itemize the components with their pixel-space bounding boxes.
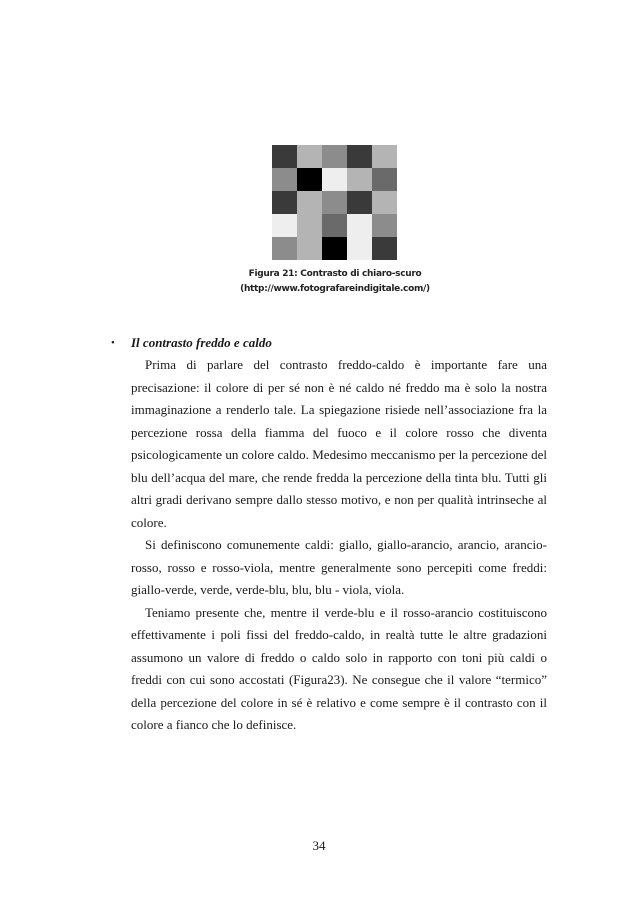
- grid-cell: [322, 214, 347, 237]
- grid-cell: [322, 145, 347, 168]
- grid-cell: [297, 214, 322, 237]
- figure-caption-source: (http://www.fotografareindigitale.com/): [240, 284, 430, 294]
- grid-cell: [272, 168, 297, 191]
- grid-cell: [347, 214, 372, 237]
- grid-cell: [372, 191, 397, 214]
- section-heading: Il contrasto freddo e caldo: [131, 335, 272, 350]
- grid-cell: [272, 214, 297, 237]
- body-text: [131, 354, 547, 737]
- grid-cell: [297, 237, 322, 260]
- grid-cell: [347, 168, 372, 191]
- grid-cell: [372, 237, 397, 260]
- grid-cell: [272, 237, 297, 260]
- paragraph-3: Teniamo presente che, mentre il verde-blu e il rosso-arancio costituiscono effettivamente i poli fissi del freddo-caldo, in realtà tutte le altre gradazioni assumono un valore di freddo o caldo solo in rapporto con toni più caldi o freddi con cui sono accostati (Figura23). Ne consegue che il valore “termico” della percezione del colore in sé è relativo e come sempre è il contrasto con il colore a fianco che lo definisce.: [131, 604, 547, 732]
- grid-cell: [322, 168, 347, 191]
- grid-cell: [272, 145, 297, 168]
- figure-caption: Figura 21: Contrasto di chiaro-scuro: [248, 269, 422, 279]
- grid-cell: [372, 168, 397, 191]
- grid-cell: [347, 191, 372, 214]
- grid-cell: [297, 191, 322, 214]
- figure-contrast-grid: [272, 145, 397, 260]
- grid-cell: [372, 145, 397, 168]
- grid-cell: [297, 145, 322, 168]
- grid-cell: [347, 145, 372, 168]
- grid-cell: [322, 191, 347, 214]
- page-number: 34: [312, 838, 326, 853]
- grid-cell: [272, 191, 297, 214]
- paragraph-2: Si definiscono comunemente caldi: giallo, giallo-arancio, arancio, arancio-rosso, rosso e rosso-viola, mentre generalmente sono percepiti come freddi: giallo-verde, verde, verde-blu, blu, blu - viola, viola.: [131, 537, 547, 597]
- grid-cell: [297, 168, 322, 191]
- paragraph-1: Prima di parlare del contrasto freddo-caldo è importante fare una precisazione: il colore di per sé non è né caldo né freddo ma è solo la nostra immaginazione a renderlo tale. La spiegazione risiede nell’associazione fra la percezione rossa della fiamma del fuoco e il colore rosso che diventa psicologicamente un colore caldo. Medesimo meccanismo per la percezione del blu dell’acqua del mare, che rende fredda la percezione della tinta blu. Tutti gli altri gradi derivano sempre dallo stesso motivo, e non per qualità intrinseche al colore.: [131, 357, 547, 530]
- bullet-icon: •: [111, 337, 115, 349]
- grid-cell: [372, 214, 397, 237]
- grid-cell: [347, 237, 372, 260]
- grid-cell: [322, 237, 347, 260]
